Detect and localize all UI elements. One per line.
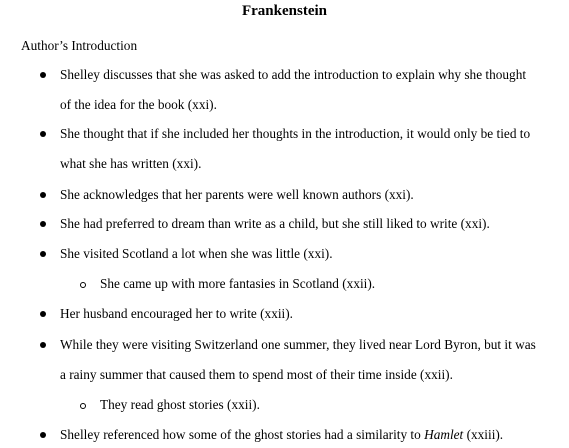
list-item-line: what she has written (xxi).: [60, 156, 202, 171]
list-item-line: She acknowledges that her parents were well known authors (xxi).: [60, 187, 414, 202]
bullet-icon: [40, 221, 46, 227]
list-item-line: She thought that if she included her thoughts in the introduction, it would only be tied to: [60, 126, 531, 141]
section-heading: Author’s Introduction: [21, 38, 138, 53]
bullet-icon: [40, 432, 46, 438]
sub-bullet-icon: [80, 403, 86, 409]
sub-list-item-line: They read ghost stories (xxii).: [100, 397, 260, 412]
book-title-italic: Hamlet: [424, 427, 464, 442]
list-item-line: Her husband encouraged her to write (xxii).: [60, 306, 293, 321]
bullet-icon: [40, 342, 46, 348]
list-item-line: While they were visiting Switzerland one summer, they lived near Lord Byron, but it was: [60, 337, 536, 352]
list-item-line: She visited Scotland a lot when she was little (xxi).: [60, 246, 333, 261]
sub-bullet-icon: [80, 282, 86, 288]
list-item-line: [60, 427, 503, 443]
bullet-icon: [40, 192, 46, 198]
document-title: Frankenstein: [241, 3, 327, 19]
list-item-line: of the idea for the book (xxi).: [60, 97, 217, 112]
sub-list-item-line: She came up with more fantasies in Scotland (xxii).: [100, 276, 376, 291]
bullet-icon: [40, 72, 46, 78]
list-item-text: Shelley referenced how some of the ghost stories had a similarity to: [60, 427, 425, 442]
bullet-icon: [40, 131, 46, 137]
list-item-text: (xxiii).: [463, 427, 504, 442]
list-item-line: She had preferred to dream than write as a child, but she still liked to write (xxi).: [60, 216, 490, 231]
list-item-line: a rainy summer that caused them to spend most of their time inside (xxii).: [60, 367, 453, 382]
list-item-line: Shelley discusses that she was asked to add the introduction to explain why she thought: [60, 67, 527, 82]
bullet-icon: [40, 251, 46, 257]
bullet-icon: [40, 311, 46, 317]
